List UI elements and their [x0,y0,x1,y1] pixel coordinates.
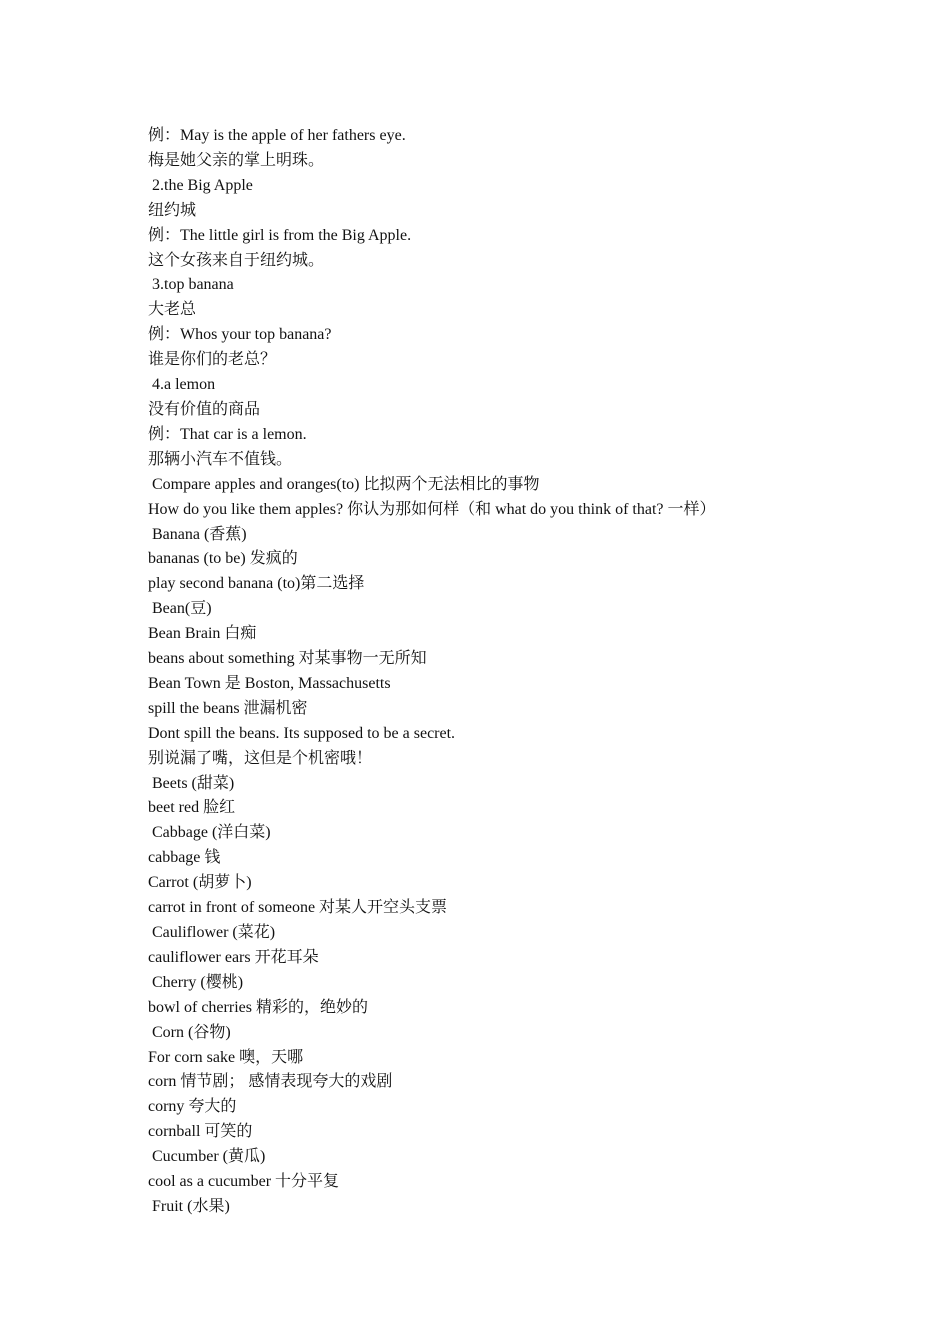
text-line: play second banana (to)第二选择 [148,575,365,593]
text-line: Carrot (胡萝卜) [148,874,252,892]
text-line: carrot in front of someone 对某人开空头支票 [148,899,448,917]
text-line: Cabbage (洋白菜) [148,824,271,842]
text-line: 4.a lemon [148,376,216,394]
text-line: cornball 可笑的 [148,1123,253,1141]
text-line: 例：The little girl is from the Big Apple. [148,226,412,244]
text-line: How do you like them apples? 你认为那如何样（和 what do you think of that? 一样） [148,500,716,518]
document-body [148,124,868,1220]
text-line: bowl of cherries 精彩的，绝妙的 [148,998,368,1016]
text-line: Cucumber (黄瓜) [148,1148,266,1166]
text-line: 那辆小汽车不值钱。 [148,450,293,468]
text-line: beet red 脸红 [148,799,236,817]
text-line: 大老总 [148,301,197,319]
text-line: spill the beans 泄漏机密 [148,699,308,717]
text-line: bananas (to be) 发疯的 [148,550,298,568]
text-line: Fruit (水果) [148,1197,230,1215]
text-line: cauliflower ears 开花耳朵 [148,948,319,966]
text-line: 没有价值的商品 [148,400,261,418]
text-line: cabbage 钱 [148,849,221,867]
text-line: Corn (谷物) [148,1023,231,1041]
text-line: 例：May is the apple of her fathers eye. [148,127,406,144]
text-line: cool as a cucumber 十分平复 [148,1173,340,1191]
text-line: corny 夸大的 [148,1098,237,1116]
text-line: Bean(豆) [148,600,212,618]
text-line: 例：Whos your top banana? [148,326,332,344]
text-line: Beets (甜菜) [148,774,235,792]
text-line: Bean Brain 白痴 [148,625,257,643]
text-line: 别说漏了嘴，这但是个机密哦！ [148,749,373,767]
text-line: 梅是她父亲的掌上明珠。 [148,151,325,169]
text-line: corn 情节剧； 感情表现夸大的戏剧 [148,1073,393,1091]
text-line: Cherry (樱桃) [148,973,244,991]
text-line: 例：That car is a lemon. [148,425,307,443]
text-line: 3.top banana [148,276,234,294]
text-line: Banana (香蕉) [148,525,247,543]
text-line: beans about something 对某事物一无所知 [148,650,427,668]
text-line: For corn sake 噢，天哪 [148,1048,304,1066]
text-line: 2.the Big Apple [148,176,253,194]
text-line: 纽约城 [148,201,197,219]
text-line: 这个女孩来自于纽约城。 [148,251,325,269]
text-line: Compare apples and oranges(to) 比拟两个无法相比的事物 [148,475,540,493]
text-line: 谁是你们的老总？ [148,351,277,369]
text-line: Cauliflower (菜花) [148,924,276,941]
text-line: Bean Town 是 Boston, Massachusetts [148,674,391,692]
text-line: Dont spill the beans. Its supposed to be a secret. [148,724,456,742]
